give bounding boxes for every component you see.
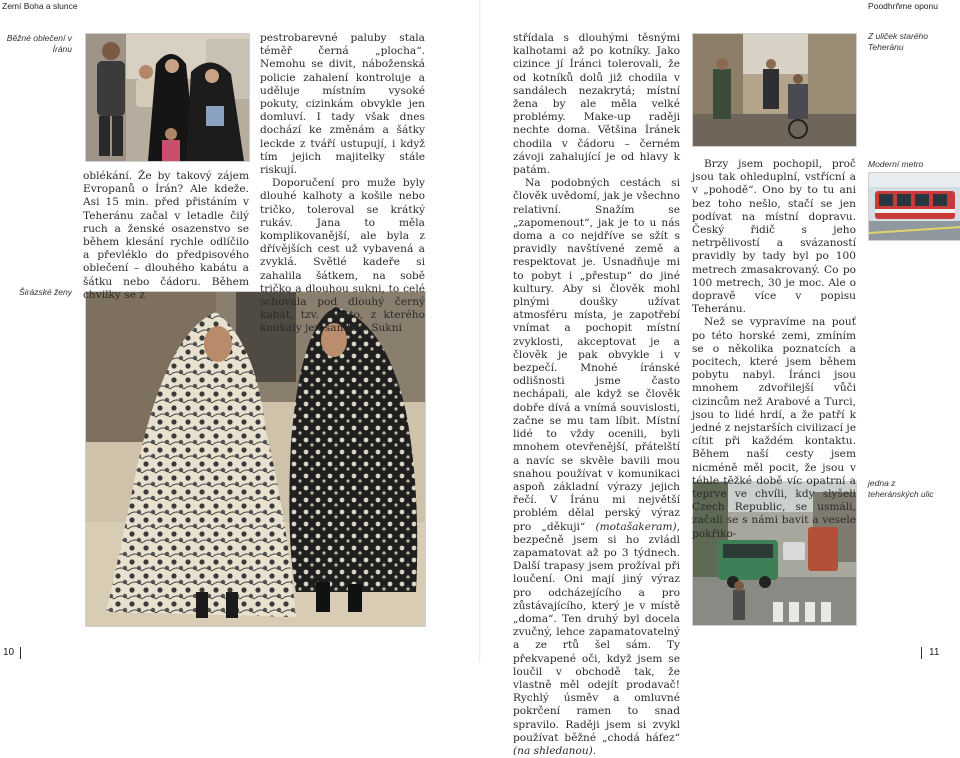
caption-shiraz-women: Širázské ženy bbox=[19, 287, 72, 297]
page-gutter bbox=[479, 0, 481, 662]
running-header-right: Poodhrňme oponu bbox=[868, 1, 938, 11]
photo-modern-metro bbox=[868, 172, 960, 241]
page-rule-right bbox=[921, 647, 922, 659]
text-column-4 bbox=[692, 158, 856, 541]
text-column-2 bbox=[260, 32, 425, 336]
paragraph: Než se vypravíme na pouť po této horské zemi, zmíním se o několika poznatcích a pocitech, které jsem během pobytu nabyl. Íránci jsou mnohem zdvořilejší vůči cizincům než Arabové a Turci, jsou to lidé hrdí, a že patří k jedné z nejstarších civilizací je cítit při každém kontaktu. Během naší cesty jsem nicméně měl pocit, že jsou v téhle těžké době víc opatrní a teprve ve chvíli, kdy slyšeli Czech Republic, se usmáli, začali se s námi bavit a vesele pokřiko- bbox=[692, 316, 856, 540]
photo-old-tehran-alley bbox=[692, 33, 857, 147]
paragraph: Doporučení pro muže byly dlouhé kalhoty a košile nebo tričko, toleroval se krátký rukáv. Jana to měla komplikovanější, ale byla z dřívějších cest už vybavená a zvyklá. Světlé kadeře si zahalila šátkem, na sobě tričko a dlouhou sukni, to celé schovala pod dlouhý černý kabát, tzv. manto, z kterého koukaly jen sandály. Sukni bbox=[260, 177, 425, 335]
caption-metro: Moderní metro bbox=[868, 159, 924, 169]
text-column-1 bbox=[83, 170, 249, 302]
photo-shiraz-women bbox=[85, 291, 426, 627]
caption-old-tehran: Z uliček starého Teheránu bbox=[868, 31, 928, 52]
page-number-right: 11 bbox=[929, 647, 940, 658]
caption-tehran-street: jedna z teheránských ulic bbox=[868, 478, 934, 499]
caption-clothing: Běžné oblečení v Íránu bbox=[6, 33, 72, 54]
paragraph: střídala s dlouhými těsnými kalhotami až po kotníky. Jako cizince jí Íránci tolerovali, že od kotníků dolů již chodila v sandálech nezakrytá; místní žena by ale měla velké problémy. Make-up raději nechte doma. Většina Íránek chodila v čádoru – černém závoji zahalující je od hlavy k patám. bbox=[513, 32, 680, 177]
paragraph: Na podobných cestách si člověk uvědomí, jak je všechno relativní. Snažím se „zapomenout“, jak je to u nás doma a co nejdříve se sžít s pravidly navštívené země a respektovat je. Usnadňuje mi to pobyt i „přestup“ do jiné kultury. Aby si člověk mohl plnými doušky užívat atmosféru místa, je zapotřebí vnímat a pochopit místní zvyklosti, akceptovat je a člověk je pak obvykle i v bezpečí. Mnohé íránské odlišnosti jsme často nechápali, ale když se člověk dobře dívá a vnímá souvislosti, začne se mu tam líbit. Místní lidé to vždy ocenili, byli mnohem otevřenější, přátelští a navíc se skvěle bavili mou snahou používat v komunikaci aspoň základní výrazy jejich řečí. V Íránu mi největší problém dělal perský výraz pro „děkuji“ (motašakeram), bezpečně jsem si ho zvládl zapamatovat až po 3 týdnech. Další trapasy jsem prožíval při loučení. Oni mají jiný výraz pro odcházejícího a pro zůstávajícího, který je v místě „doma“. Ten druhý byl docela zvučný, lehce zapamatovatelný a ze rtů šel sám. Ty překvapené oči, když jsem se loučil v obchodě tak, že vlastně měl odejít prodavač! Rychlý úsměv a omluvné pokrčení ramen to snad spravilo. Raději jsem si zvykl používat běžné „chodá háfez“ (na shledanou). bbox=[513, 177, 680, 757]
text-column-3 bbox=[513, 32, 680, 758]
photo-family bbox=[85, 33, 250, 162]
running-header-left: Zemí Boha a slunce bbox=[2, 1, 78, 11]
paragraph: pestrobarevné paluby stala téměř černá „plocha“. Nemohu se divit, náboženská policie zahalení kontroluje a uděluje místním vysoké pokuty, cizinkám obvykle jen domluví. I tady však dnes dochází ke změnám a šátky leckde z tváří ustupují, i když tím jejich majitelky stále riskují. bbox=[260, 32, 425, 177]
paragraph: oblékání. Že by takový zájem Evropanů o Írán? Ale kdeže. Asi 15 min. před přistáním v Teheránu začal v letadle čilý ruch a ženské osazenstvo se během klesání rychle odlíčilo a převléklo do předpisového oblečení – dlouhého kabátu a šátku nebo čádoru. Během chvilky se z bbox=[83, 170, 249, 301]
page-rule-left bbox=[20, 647, 21, 659]
paragraph: Brzy jsem pochopil, proč jsou tak ohleduplní, vstřícní a v „pohodě“. Ono by to tu ani bez toho nešlo, stačí se jen podívat na místní dopravu. Český řidič s jeho netrpělivostí a svázaností pravidly by tady byl po 100 metrech zmasakrovaný. Co po 100 metrech, 30 je moc. Ale o dopravě více v popisu Teheránu. bbox=[692, 158, 856, 316]
page-number-left: 10 bbox=[3, 647, 15, 658]
